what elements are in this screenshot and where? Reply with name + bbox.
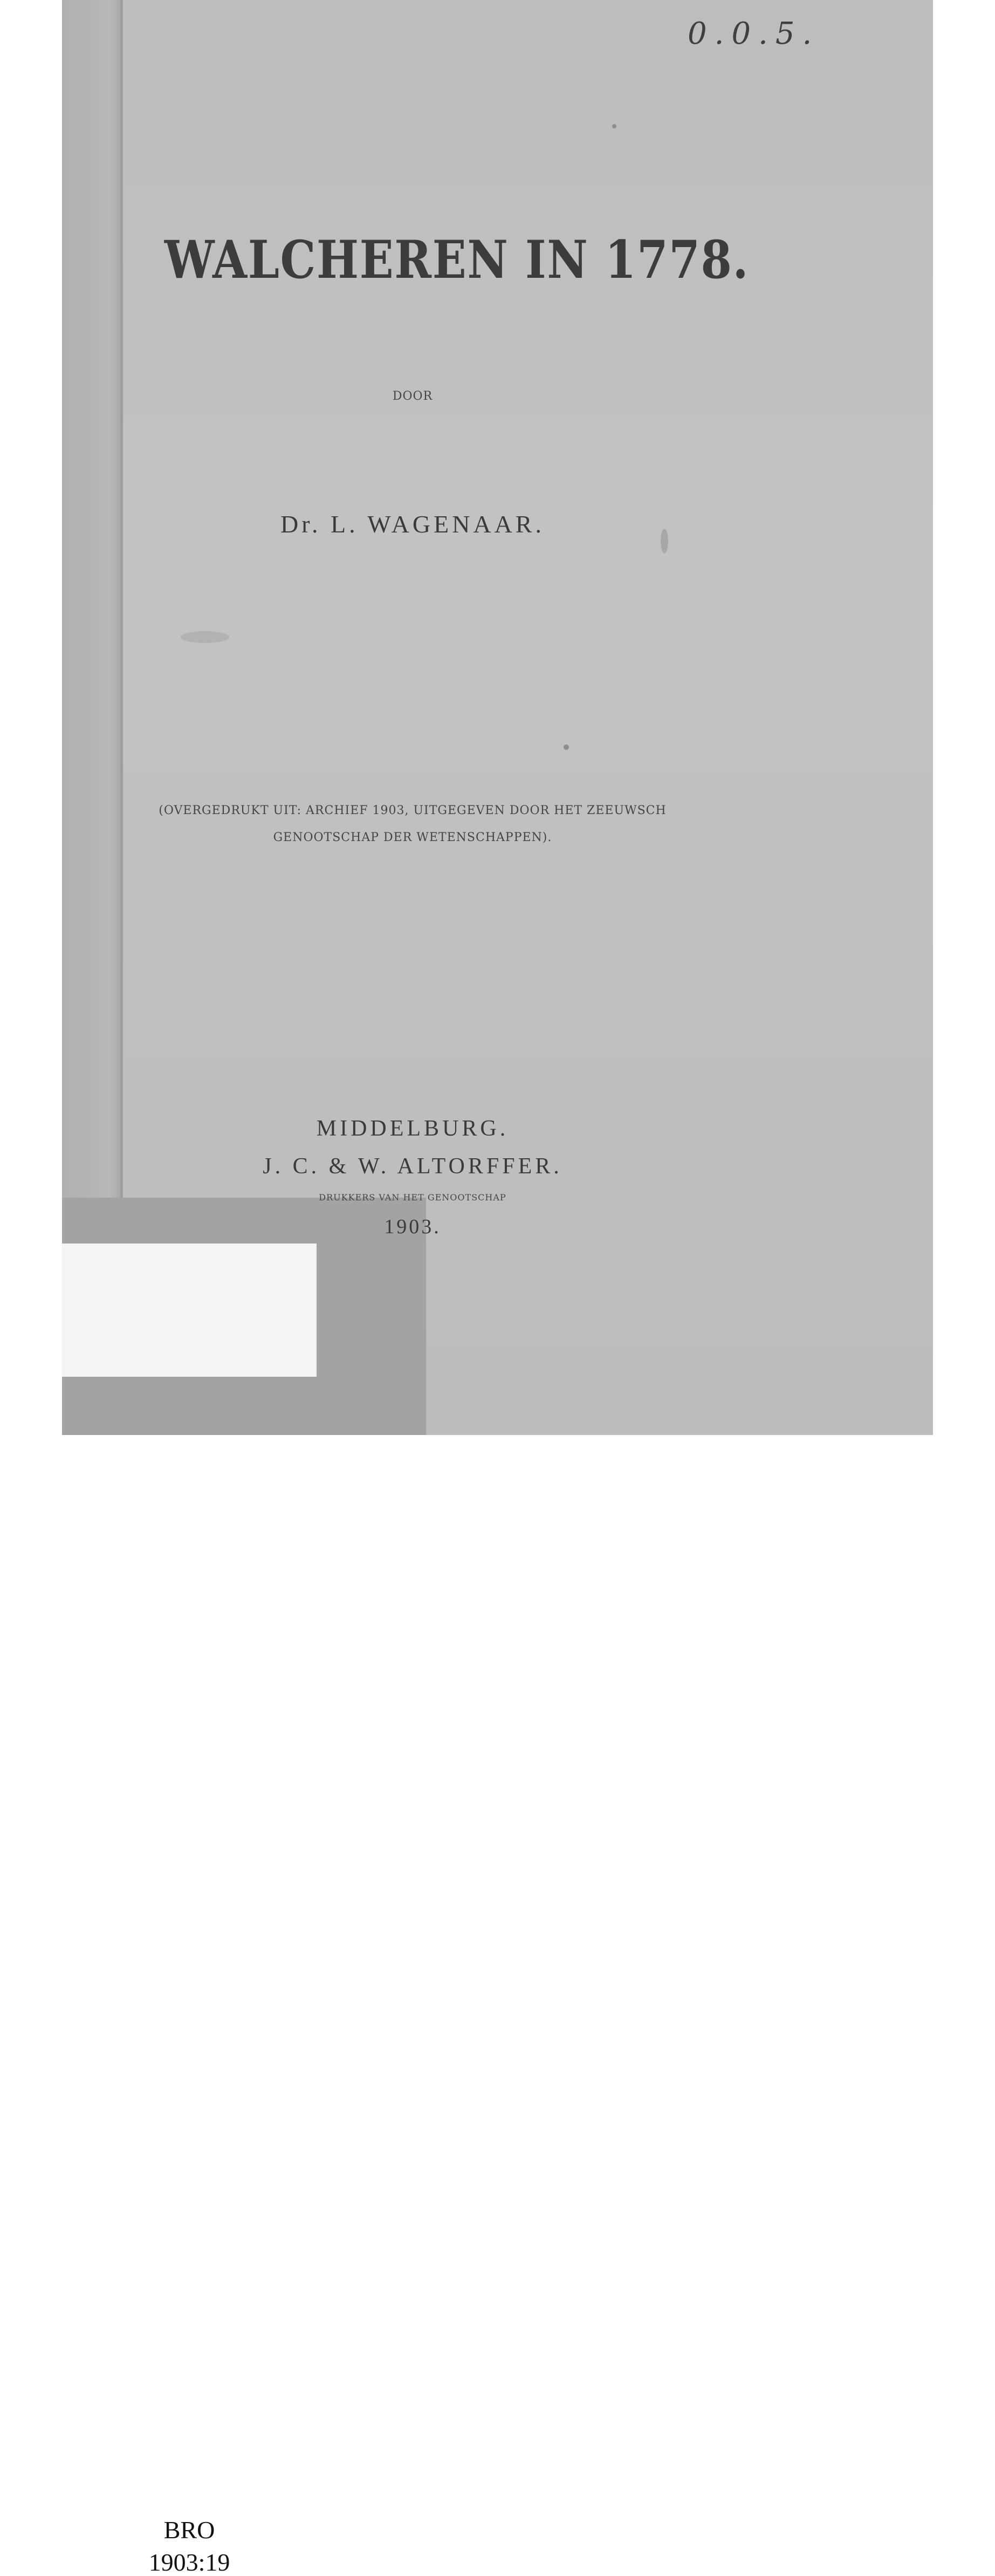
paper-stain — [181, 631, 229, 643]
handwritten-shelf-mark: 0.0.5. — [688, 16, 820, 51]
call-number-line-2: 1903:19 — [148, 2548, 230, 2576]
book-cover — [62, 0, 933, 2576]
library-call-number-label — [62, 1243, 317, 2576]
book-title: WALCHEREN IN 1778. — [164, 229, 750, 290]
paper-speck — [564, 744, 569, 750]
reprint-note-line-2: GENOOTSCHAP DER WETENSCHAPPEN). — [273, 831, 552, 844]
publisher-name: J. C. & W. ALTORFFER. — [263, 1154, 562, 1179]
author-name: Dr. L. WAGENAAR. — [280, 510, 545, 538]
reprint-note-line-1: (OVERGEDRUKT UIT: ARCHIEF 1903, UITGEGEVEN DOOR HET ZEEUWSCH — [159, 804, 667, 817]
call-number-line-1: BRO — [163, 2516, 215, 2544]
publication-city: MIDDELBURG. — [316, 1116, 509, 1141]
printers-note: DRUKKERS VAN HET GENOOTSCHAP — [319, 1192, 506, 1202]
publication-year: 1903. — [384, 1215, 441, 1238]
by-label: DOOR — [392, 390, 433, 403]
paper-speck — [612, 124, 616, 128]
